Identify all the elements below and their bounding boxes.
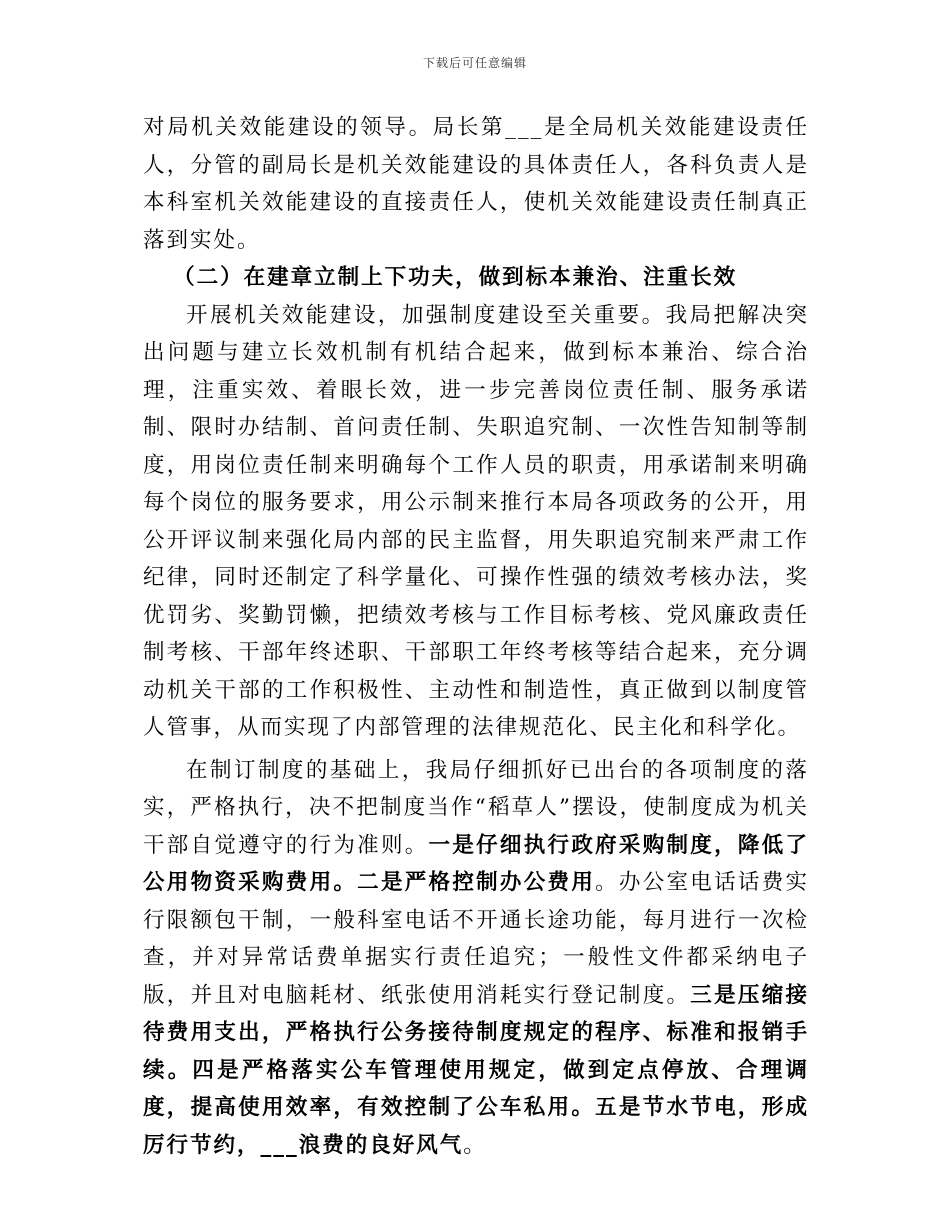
document-body bbox=[143, 109, 809, 1164]
page-header-note: 下载后可任意编辑 bbox=[422, 56, 527, 70]
text-run: 。 bbox=[463, 1132, 487, 1158]
bold-text-run: 三是压缩接待费用支出，严格执行公务接待制度规定的程序、标准和报销手续。四是严格落实公车管理使用规定，做到定点停放、合理调度，提高使用效率，有效控制了公车私用。五是节水节电，形成厉行节约，___浪费的良好风气 bbox=[143, 982, 809, 1158]
section-heading: （二）在建章立制上下功夫，做到标本兼治、注重长效 bbox=[173, 265, 738, 290]
text-run: 。办公室电话话费实行限额包干制，一般科室电话不开通长途功能，每月进行一次检查，并对异常话费单据实行责任追究；一般性文件都采纳电子版，并且对电脑耗材、纸张使用消耗实行登记制度。 bbox=[143, 870, 809, 1008]
paragraph-continuation: 对局机关效能建设的领导。局长第___是全局机关效能建设责任人，分管的副局长是机关效能建设的具体责任人，各科负责人是本科室机关效能建设的直接责任人，使机关效能建设责任制真正落到实处。 bbox=[143, 115, 809, 253]
paragraph-implementation bbox=[143, 752, 809, 1165]
bold-text-run: 一是仔细执行政府采购制度，降低了公用物资采购费用。二是严格控制办公费用 bbox=[143, 832, 809, 895]
text-run: 在制订制度的基础上，我局仔细抓好已出台的各项制度的落实，严格执行，决不把制度当作“稻草人”摆设，使制度成为机关干部自觉遵守的行为准则。 bbox=[143, 757, 809, 858]
paragraph-institution-building: 开展机关效能建设，加强制度建设至关重要。我局把解决突出问题与建立长效机制有机结合起来，做到标本兼治、综合治理，注重实效、着眼长效，进一步完善岗位责任制、服务承诺制、限时办结制、首问责任制、失职追究制、一次性告知制等制度，用岗位责任制来明确每个工作人员的职责，用承诺制来明确每个岗位的服务要求，用公示制来推行本局各项政务的公开，用公开评议制来强化局内部的民主监督，用失职追究制来严肃工作纪律，同时还制定了科学量化、可操作性强的绩效考核办法，奖优罚劣、奖勤罚懒，把绩效考核与工作目标考核、党风廉政责任制考核、干部年终述职、干部职工年终考核等结合起来，充分调动机关干部的工作积极性、主动性和制造性，真正做到以制度管人管事，从而实现了内部管理的法律规范化、民主化和科学化。 bbox=[143, 302, 809, 740]
